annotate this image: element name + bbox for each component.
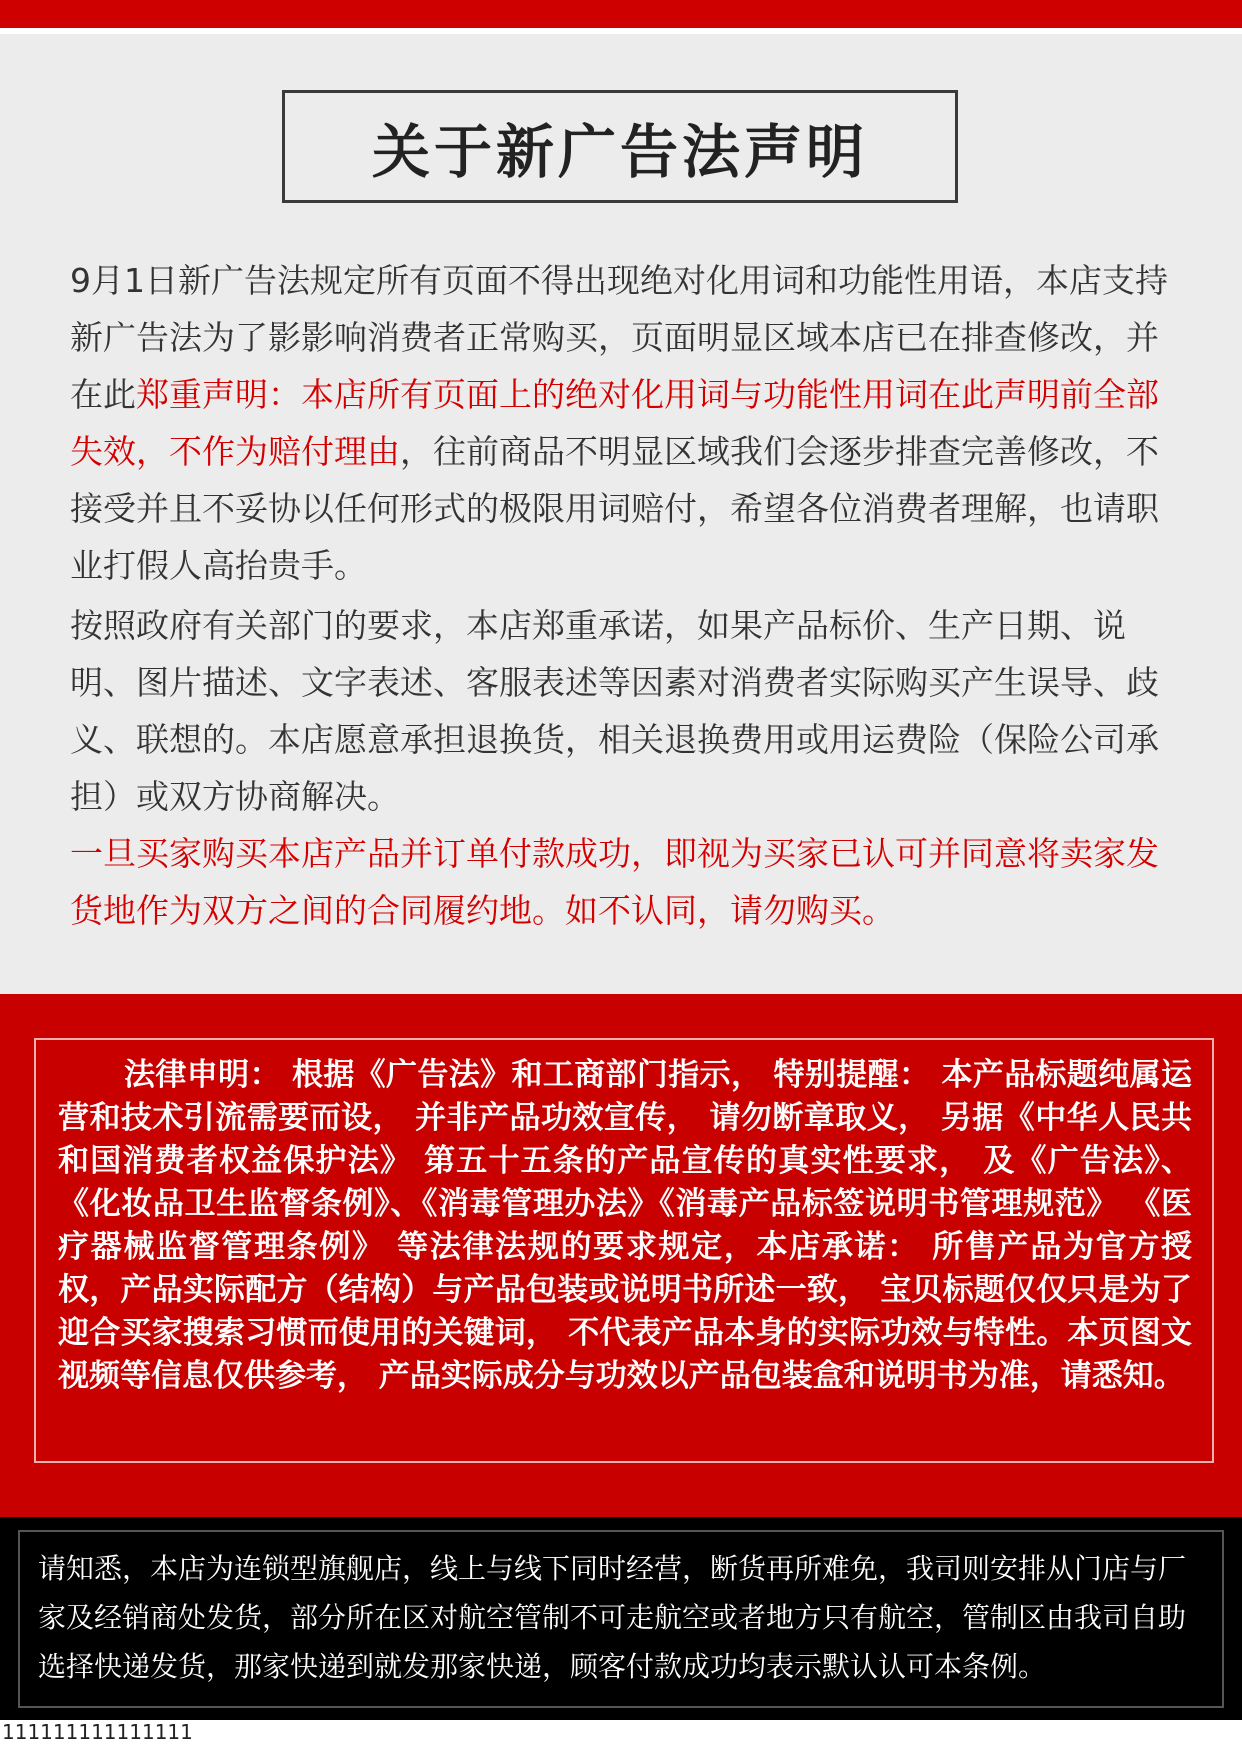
footer-text: 111111111111111	[2, 1720, 193, 1744]
para1-text-before: 9月1日新广告法规定所有页面不得出现绝对化用词和功能性用语，本店支持新广告法为了影影响消费者正常购买，页面明显区域本店已在排查修改，并在此	[70, 261, 1168, 414]
statement-paragraph-2: 按照政府有关部门的要求，本店郑重承诺，如果产品标价、生产日期、说明、图片描述、文字表述、客服表述等因素对消费者实际购买产生误导、歧义、联想的。本店愿意承担退换货，相关退换费用或用运费险（保险公司承担）或双方协商解决。	[70, 606, 1159, 816]
legal-notice-box	[34, 1038, 1214, 1463]
statement-paragraph-1	[70, 252, 1180, 594]
shipping-notice-text: 请知悉，本店为连锁型旗舰店，线上与线下同时经营，断货再所难免，我司则安排从门店与厂家及经销商处发货，部分所在区对航空管制不可走航空或者地方只有航空，管制区由我司自助选择快递发货，那家快递到就发那家快递，顾客付款成功均表示默认认可本条例。	[38, 1552, 1187, 1683]
title-box	[282, 90, 958, 203]
page-title: 关于新广告法声明	[371, 117, 868, 186]
shipping-notice-box	[18, 1530, 1224, 1708]
legal-notice-text: 法律申明： 根据《广告法》和工商部门指示， 特别提醒： 本产品标题纯属运营和技术引流需要而设， 并非产品功效宣传， 请勿断章取义， 另据《中华人民共和国消费者权益保护法》 第五十五条的产品宣传的真实性要求， 及《广告法》、《化妆品卫生监督条例》、《消毒管理办法》《消毒产品标签说明书管理规范》 《医疗器械监督管理条例》 等法律法规的要求规定，本店承诺： 所售产品为官方授权，产品实际配方（结构）与产品包装或说明书所述一致， 宝贝标题仅仅只是为了迎合买家搜索习惯而使用的关键词， 不代表产品本身的实际功效与特性。本页图文视频等信息仅供参考， 产品实际成分与功效以产品包装盒和说明书为准，请悉知。	[58, 1057, 1192, 1394]
para1-red-declaration: 郑重声明：本店所有页面上的绝对化用词与功能性用词在此声明前全部失效，不作为赔付理由	[70, 375, 1159, 471]
top-red-bar	[0, 0, 1242, 28]
statement-paragraph-3: 一旦买家购买本店产品并订单付款成功，即视为买家已认可并同意将卖家发货地作为双方之间的合同履约地。如不认同，请勿购买。	[70, 834, 1159, 930]
para1-text-after: ，往前商品不明显区域我们会逐步排查完善修改，不接受并且不妥协以任何形式的极限用词赔付，希望各位消费者理解，也请职业打假人高抬贵手。	[70, 432, 1159, 585]
